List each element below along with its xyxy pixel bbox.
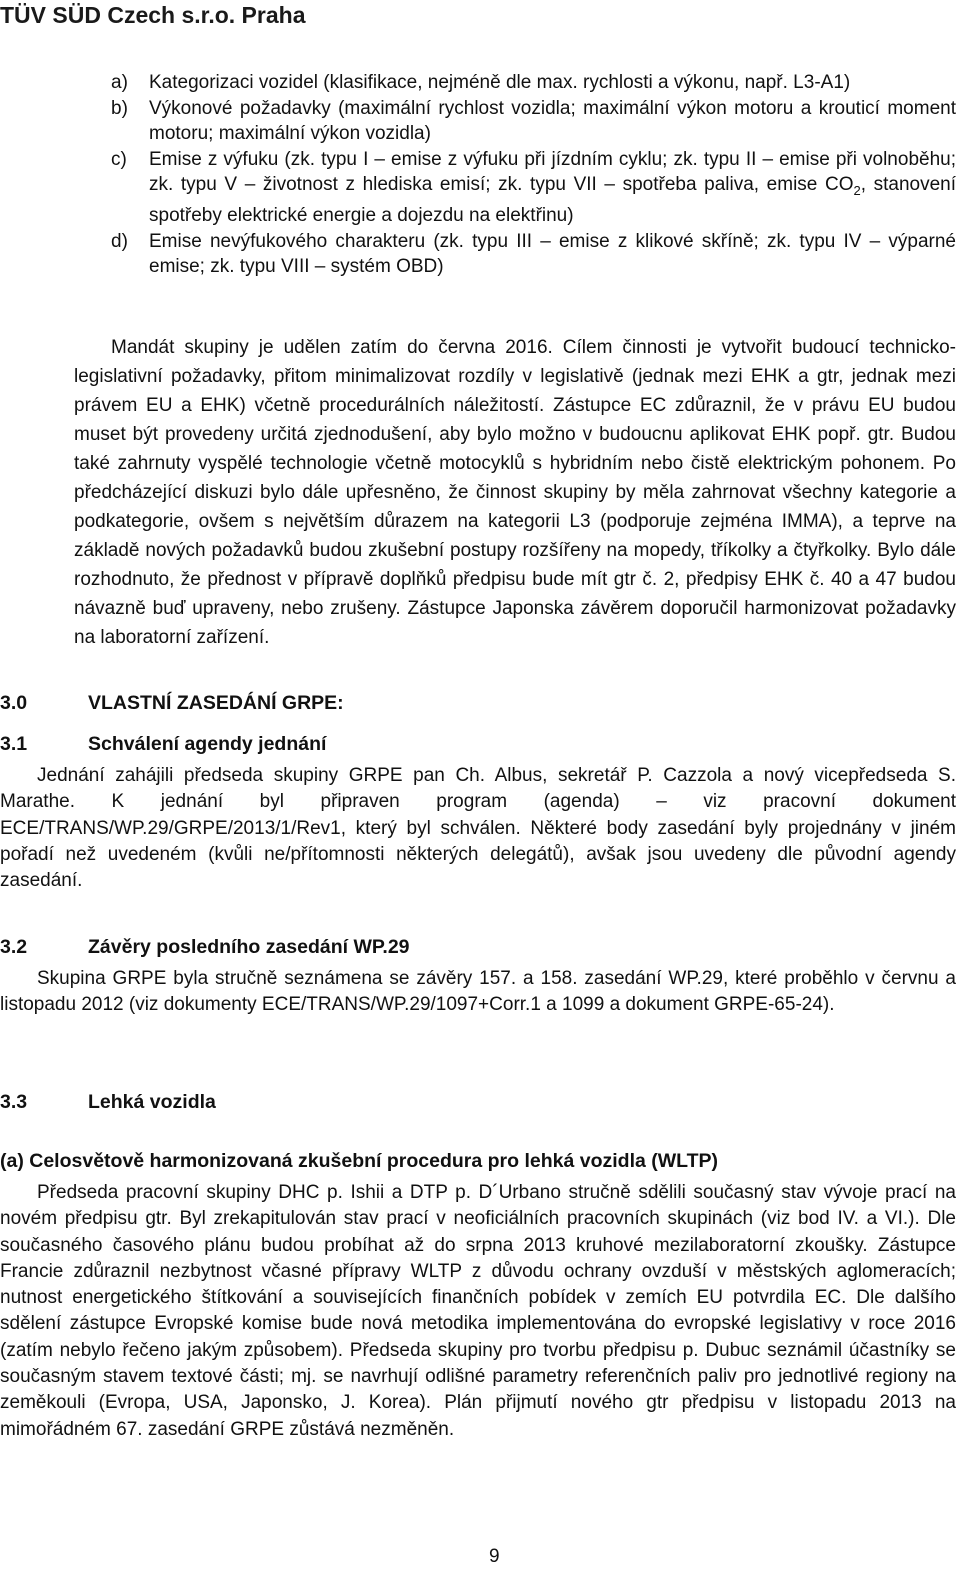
section-number: 3.3: [0, 1091, 28, 1113]
list-item-text: Kategorizaci vozidel (klasifikace, nejméně dle max. rychlosti a výkonu, např. L3-A1): [149, 72, 851, 93]
section-title: Závěry posledního zasedání WP.29: [88, 936, 410, 958]
list-item-text: Emise nevýfukového charakteru (zk. typu III – emise z klikové skříně; zk. typu IV – výparné emise; zk. typu VIII – systém OBD): [149, 230, 956, 278]
list-marker: c): [111, 148, 127, 170]
section-number: 3.2: [0, 936, 28, 958]
section-heading-3-1: [0, 733, 326, 756]
list-item-text-continued: , stanovení spotřeby elektrické energie a dojezdu na elektřinu): [149, 174, 956, 227]
section-paragraph-3-3: Předseda pracovní skupiny DHC p. Ishii a DTP p. D´Urbano stručně sdělili současný stav vývoje prací na novém předpisu gtr. Byl zrekapitulován stav prací v neoficiálních pracovních skupinách (viz bod IV. a VI.). Dle současného časového plánu budou probíhat až do srpna 2013 kruhové mezilaboratorní zkoušky. Zástupce Francie zdůraznil nezbytnost včasné přípravy WLTP z důvodu ochrany ovzduší v městských aglomeracích; nutnost energetického štítkování a souvisejících finančních pobídek v zemích EU potvrdila EC. Dle dalšího sdělení zástupce Evropské komise bude nová metodika implementována do evropské legislativy v roce 2016 (zatím nebylo řečeno jakým způsobem). Předseda skupiny pro tvorbu předpisu p. Dubuc seznámil účastníky se současným stavem textové části; mj. se navrhují odlišné parametry referenčních paliv pro jednotlivé regiony na zeměkouli (Evropa, USA, Japonsko, J. Korea). Plán přijmutí nového gtr předpisu v listopadu 2013 na mimořádném 67. zasedání GRPE zůstává nezměněn.: [0, 1182, 956, 1440]
list-item: [111, 229, 956, 280]
mandate-paragraph: Mandát skupiny je udělen zatím do června 2016. Cílem činnosti je vytvořit budoucí technicko-legislativní požadavky, přitom minimalizovat rozdíly v legislativě (jednak mezi EHK a gtr, jednak mezi právem EU a EHK) včetně procedurálních náležitostí. Zástupce EC zdůraznil, že v právu EU budou muset být provedeny určitá zjednodušení, aby bylo možno v budoucnu aplikovat EHK popř. gtr. Budou také zahrnuty vyspělé technologie včetně motocyklů s hybridním nebo čistě elektrickým pohonem. Po předcházející diskuzi bylo dále upřesněno, že činnost skupiny by měla zahrnovat všechny kategorie a podkategorie, ovšem s největším důrazem na kategorii L3 (podporuje zejména IMMA), a teprve na základě nových požadavků budou zkušební postupy rozšířeny na mopedy, tříkolky a čtyřkolky. Bylo dále rozhodnuto, že přednost v přípravě doplňků předpisu bude mít gtr č. 2, předpisy EHK č. 40 a 47 budou návazně buď upraveny, nebo zrušeny. Zástupce Japonska závěrem doporučil harmonizovat požadavky na laboratorní zařízení.: [74, 337, 956, 648]
requirements-list: [111, 70, 956, 280]
list-item-text: Emise z výfuku (zk. typu I – emise z výfuku při jízdním cyklu; zk. typu II – emise při volnoběhu; zk. typu V – životnost z hlediska emisí; zk. typu VII – spotřeba paliva, emise CO: [149, 148, 956, 195]
section-title: Lehká vozidla: [88, 1091, 216, 1113]
list-item-text: Výkonové požadavky (maximální rychlost vozidla; maximální výkon motoru a krouticí moment motoru; maximální výkon vozidla): [149, 97, 956, 144]
list-item: [111, 70, 956, 96]
section-paragraph-3-1: Jednání zahájili předseda skupiny GRPE pan Ch. Albus, sekretář P. Cazzola a nový vicepředseda S. Marathe. K jednání byl připraven program (agenda) – viz pracovní dokument ECE/TRANS/WP.29/GRPE/2013/1/Rev1, který byl schválen. Některé body zasedání byly projednány v jiném pořadí než uvedeném (kvůli ne/přítomnosti některých delegátů), avšak jsou uvedeny dle původní agendy zasedání.: [0, 765, 956, 892]
section-title: Schválení agendy jednání: [88, 733, 327, 755]
section-heading-3-3: [0, 1091, 216, 1114]
subsection-heading-wltp: (a) Celosvětově harmonizovaná zkušební procedura pro lehká vozidla (WLTP): [0, 1150, 719, 1172]
section-heading-3-0: [0, 692, 344, 715]
section-number: 3.1: [0, 733, 28, 755]
list-marker: d): [111, 230, 128, 252]
list-marker: b): [111, 97, 128, 119]
list-item-subscript: 2: [853, 182, 861, 198]
section-number: 3.0: [0, 692, 28, 714]
page-number: 9: [489, 1546, 500, 1567]
list-item: [111, 96, 956, 147]
list-item: [111, 147, 956, 229]
section-heading-3-2: [0, 936, 410, 959]
list-marker: a): [111, 72, 128, 93]
document-header: TÜV SÜD Czech s.r.o. Praha: [0, 2, 306, 28]
section-paragraph-3-2: Skupina GRPE byla stručně seznámena se závěry 157. a 158. zasedání WP.29, které proběhlo v červnu a listopadu 2012 (viz dokumenty ECE/TRANS/WP.29/1097+Corr.1 a 1099 a dokument GRPE-65-24).: [0, 968, 956, 1016]
section-title: VLASTNÍ ZASEDÁNÍ GRPE:: [88, 692, 344, 714]
